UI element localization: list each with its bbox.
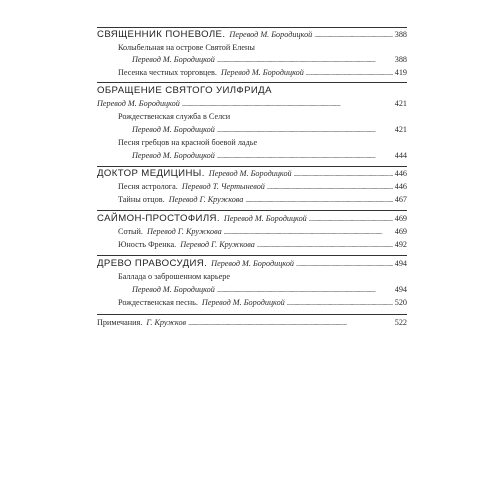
toc-entry-section bbox=[97, 86, 272, 96]
entry-title: Примечания. bbox=[97, 318, 143, 327]
toc-entry-line bbox=[118, 43, 255, 53]
entry-title: Песенка честных торговцев. bbox=[118, 68, 217, 77]
toc-entry bbox=[132, 55, 407, 65]
page-number: 520 bbox=[394, 298, 407, 307]
translator: Перевод М. Бородицкой bbox=[229, 30, 313, 39]
dot-leader bbox=[296, 259, 393, 269]
dot-leader bbox=[217, 151, 393, 161]
dot-leader bbox=[188, 318, 393, 328]
toc-entry-line bbox=[118, 138, 257, 148]
toc-entry-section bbox=[97, 30, 407, 40]
page-number: 444 bbox=[394, 151, 407, 160]
page-number: 494 bbox=[394, 285, 407, 294]
entry-title: Рождественская песнь. bbox=[118, 298, 198, 307]
translator: Г. Кружков bbox=[146, 318, 187, 327]
section-divider bbox=[97, 166, 407, 167]
entry-title: Тайны отцов. bbox=[118, 195, 165, 204]
section-divider bbox=[97, 210, 407, 211]
toc-entry bbox=[118, 195, 407, 205]
page-number: 421 bbox=[394, 125, 407, 134]
dot-leader bbox=[309, 214, 393, 224]
page-number: 419 bbox=[394, 68, 407, 77]
toc-entry bbox=[118, 182, 407, 192]
translator: Перевод М. Бородицкой bbox=[132, 151, 215, 160]
translator: Перевод М. Бородицкой bbox=[223, 214, 307, 223]
entry-title: Колыбельная на острове Святой Елены bbox=[118, 43, 255, 52]
dot-leader bbox=[245, 195, 392, 205]
dot-leader bbox=[224, 227, 393, 237]
entry-title: Рождественская служба в Селси bbox=[118, 112, 231, 121]
toc-entry-section bbox=[97, 169, 407, 179]
toc-entry bbox=[97, 99, 407, 109]
dot-leader bbox=[217, 125, 393, 135]
toc-entry-line bbox=[118, 272, 230, 282]
entry-title: Песня гребцов на красной боевой ладье bbox=[118, 138, 258, 147]
toc-entry-section bbox=[97, 259, 407, 269]
section-title: ДОКТОР МЕДИЦИНЫ. bbox=[97, 168, 205, 179]
toc-entry-notes bbox=[97, 318, 407, 328]
section-divider bbox=[97, 82, 407, 83]
entry-title: Сотый. bbox=[118, 227, 143, 236]
page-number: 446 bbox=[394, 182, 407, 191]
page-number: 494 bbox=[394, 259, 407, 268]
section-divider bbox=[97, 255, 407, 256]
translator: Перевод Т. Чертыневой bbox=[181, 182, 265, 191]
toc-entry bbox=[132, 151, 407, 161]
translator: Перевод М. Бородицкой bbox=[97, 99, 180, 108]
translator: Перевод М. Бородицкой bbox=[132, 125, 215, 134]
entry-title: Баллада о заброшенном карьере bbox=[118, 272, 230, 281]
toc-entry bbox=[118, 298, 407, 308]
page-number: 446 bbox=[394, 169, 407, 178]
page-number: 469 bbox=[394, 227, 407, 236]
toc-entry-section bbox=[97, 214, 407, 224]
entry-title: Песня астролога. bbox=[118, 182, 178, 191]
dot-leader bbox=[294, 169, 393, 179]
translator: Перевод Г. Кружкова bbox=[168, 195, 244, 204]
translator: Перевод М. Бородицкой bbox=[132, 55, 215, 64]
section-title: ОБРАЩЕНИЕ СВЯТОГО УИЛФРИДА bbox=[97, 85, 272, 96]
page-number: 388 bbox=[394, 30, 407, 39]
translator: Перевод Г. Кружкова bbox=[180, 240, 255, 249]
toc-entry bbox=[118, 240, 407, 250]
dot-leader bbox=[217, 55, 393, 65]
dot-leader bbox=[257, 240, 393, 250]
section-title: ДРЕВО ПРАВОСУДИЯ. bbox=[97, 258, 208, 269]
entry-title: Юность Френка. bbox=[118, 240, 177, 249]
toc-entry bbox=[132, 125, 407, 135]
section-title: САЙМОН-ПРОСТОФИЛЯ. bbox=[97, 213, 220, 224]
page-number: 492 bbox=[394, 240, 407, 249]
dot-leader bbox=[182, 99, 393, 109]
toc-entry-line bbox=[118, 112, 230, 122]
dot-leader bbox=[314, 30, 392, 40]
page-number: 388 bbox=[394, 55, 407, 64]
translator: Перевод М. Бородицкой bbox=[132, 285, 215, 294]
translator: Перевод М. Бородицкой bbox=[220, 68, 304, 77]
translator: Перевод М. Бородицкой bbox=[201, 298, 285, 307]
dot-leader bbox=[217, 285, 393, 295]
translator: Перевод М. Бородицкой bbox=[208, 169, 292, 178]
translator: Перевод Г. Кружкова bbox=[146, 227, 222, 236]
toc-entry bbox=[118, 227, 407, 237]
page-number: 522 bbox=[394, 318, 407, 327]
dot-leader bbox=[267, 182, 393, 192]
toc-entry bbox=[118, 68, 407, 78]
dot-leader bbox=[306, 68, 393, 78]
page-number: 469 bbox=[394, 214, 407, 223]
section-divider bbox=[97, 27, 407, 28]
page-number: 421 bbox=[394, 99, 407, 108]
page-number: 467 bbox=[394, 195, 407, 204]
section-title: СВЯЩЕННИК ПОНЕВОЛЕ. bbox=[97, 29, 226, 40]
section-divider bbox=[97, 314, 407, 315]
dot-leader bbox=[287, 298, 393, 308]
toc-entry bbox=[132, 285, 407, 295]
translator: Перевод М. Бородицкой bbox=[211, 259, 295, 268]
